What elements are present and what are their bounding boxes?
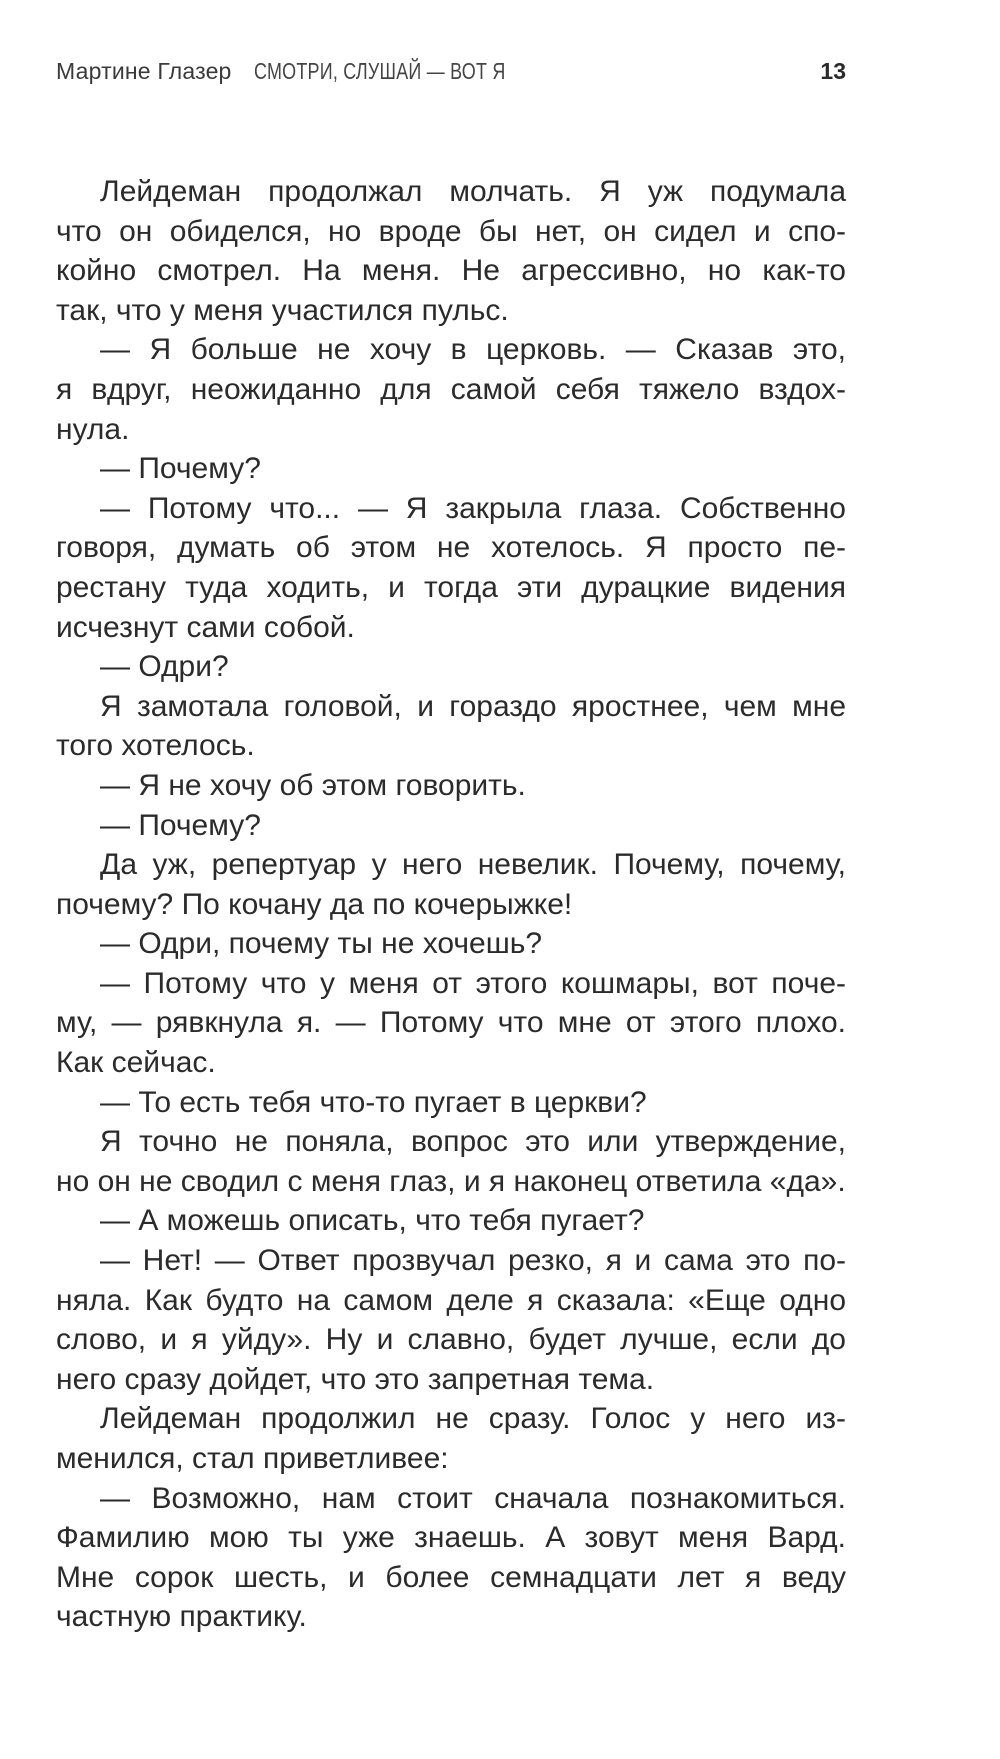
text-line: Я точно не поняла, вопрос это или утверждение, [100, 1125, 846, 1159]
header-author: Мартине Глазер [56, 58, 232, 84]
text-line: говоря, думать об этом не хотелось. Я просто пе- [56, 531, 846, 565]
header-book-title: СМОТРИ, СЛУШАЙ — ВОТ Я [253, 58, 506, 84]
text-line: Я замотала головой, и гораздо яростнее, чем мне [100, 689, 846, 723]
text-line: Лейдеман продолжил не сразу. Голос у него из- [100, 1402, 846, 1436]
text-line: я вдруг, неожиданно для самой себя тяжело вздох- [56, 372, 846, 406]
text-line: — Возможно, нам стоит сначала познакомиться. [100, 1481, 846, 1515]
text-line: — Почему? [100, 452, 261, 486]
text-line: так, что у меня участился пульс. [56, 293, 509, 327]
text-line: Как сейчас. [56, 1046, 216, 1080]
text-line: исчезнут сами собой. [56, 610, 355, 644]
text-line: рестану туда ходить, и тогда эти дурацкие видения [56, 570, 846, 604]
text-line: частную практику. [56, 1600, 307, 1634]
text-line: менился, стал приветливее: [56, 1442, 449, 1475]
text-line: но он не сводил с меня глаз, и я наконец ответила «да». [56, 1164, 846, 1198]
text-line: Лейдеман продолжал молчать. Я уж подумала [100, 175, 846, 208]
text-line: — Одри, почему ты не хочешь? [100, 927, 543, 961]
text-line: — Я не хочу об этом говорить. [100, 768, 526, 802]
text-line: — Потому что... — Я закрыла глаза. Собственно [100, 491, 846, 525]
text-line: койно смотрел. На меня. Не агрессивно, но как-то [56, 254, 846, 288]
text-line: почему? По кочану да по кочерыжке! [56, 887, 573, 921]
text-line: того хотелось. [56, 729, 255, 763]
text-line: Мне сорок шесть, и более семнадцати лет я веду [56, 1560, 846, 1594]
text-line: — Одри? [100, 650, 229, 684]
text-line: — Почему? [100, 808, 261, 842]
body-text [56, 172, 846, 1637]
text-line: — Я больше не хочу в церковь. — Сказав это, [100, 333, 846, 367]
text-line: — Потому что у меня от этого кошмары, вот поче- [100, 966, 846, 1000]
page-number: 13 [820, 58, 846, 84]
text-line: него сразу дойдет, что это запретная тема. [56, 1362, 655, 1396]
running-header [56, 58, 846, 98]
text-line: нула. [56, 412, 130, 446]
text-line: му, — рявкнула я. — Потому что мне от этого плохо. [56, 1006, 846, 1040]
text-line: — А можешь описать, что тебя пугает? [100, 1204, 645, 1238]
text-line: что он обиделся, но вроде бы нет, он сидел и спо- [56, 214, 846, 248]
text-line: няла. Как будто на самом деле я сказала: «Еще одно [56, 1283, 846, 1317]
text-line: слово, и я уйду». Ну и славно, будет лучше, если до [56, 1323, 846, 1357]
text-line: — То есть тебя что-то пугает в церкви? [100, 1085, 647, 1119]
text-line: Фамилию мою ты уже знаешь. А зовут меня Вард. [56, 1521, 846, 1555]
text-line: Да уж, репертуар у него невелик. Почему, почему, [100, 848, 846, 882]
text-line: — Нет! — Ответ прозвучал резко, я и сама это по- [100, 1244, 846, 1278]
